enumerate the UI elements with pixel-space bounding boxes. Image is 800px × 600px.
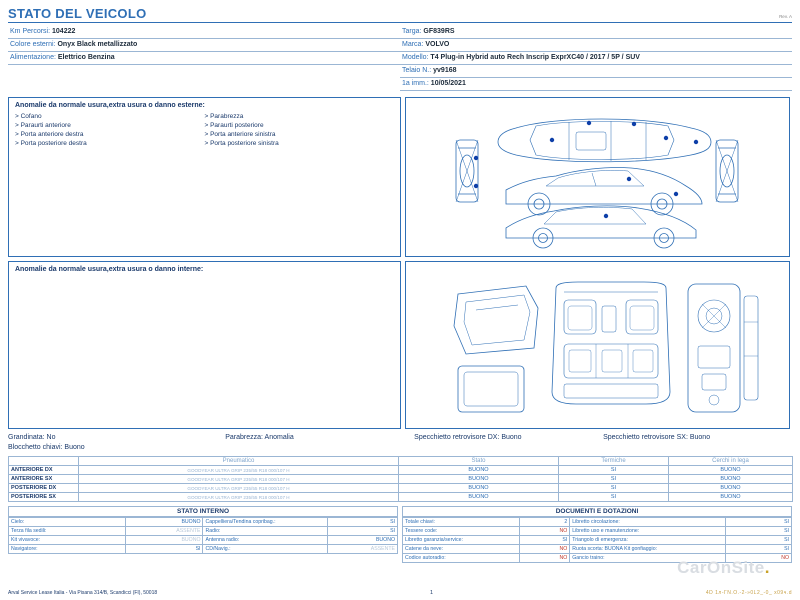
info-row-vin — [400, 65, 792, 78]
table-row — [9, 475, 793, 484]
table-row — [403, 554, 792, 563]
vehicle-info — [8, 26, 792, 91]
interior-section-title: STATO INTERNO — [8, 506, 398, 517]
document-key: Gancio traino: — [570, 554, 726, 563]
info-label: Marca: — [402, 41, 424, 48]
table-row — [403, 518, 792, 527]
document-value: SI — [725, 545, 791, 554]
tyre-thermal: SI — [559, 484, 669, 493]
external-damage-col-2 — [205, 112, 395, 148]
document-key: Triangolo di emergenza: — [570, 536, 726, 545]
footer-page-number: 1 — [429, 590, 434, 596]
interior-value: ASSENTE — [327, 545, 397, 554]
document-key: Ruota scorta: BUONA Kit gonfiaggio: — [570, 545, 726, 554]
document-key: Codice autoradio: — [403, 554, 520, 563]
tyre-model: GOODYEAR ULTRA GRIP 235/55 R18 000/107 H — [79, 484, 399, 493]
document-value: NO — [519, 527, 570, 536]
table-row — [9, 545, 398, 554]
info-label: Km Percorsi: — [10, 28, 51, 35]
external-damage-col-1 — [15, 112, 205, 148]
damage-item: > Porta posteriore destra — [15, 140, 87, 147]
notes-section — [8, 433, 792, 453]
note-windshield: Parabrezza: Anomalia — [225, 434, 294, 441]
damage-item: > Parabrezza — [204, 113, 244, 120]
interior-diagram-box — [405, 261, 790, 429]
damage-item: > Porta anteriore destra — [15, 131, 84, 138]
table-row — [9, 518, 398, 527]
info-label: Telaio N.: — [402, 67, 432, 74]
tyres-header-stato: Stato — [399, 457, 559, 466]
tyre-model: GOODYEAR ULTRA GRIP 235/55 R18 000/107 H — [79, 466, 399, 475]
damage-item: > Porta anteriore sinistra — [204, 131, 276, 138]
tyre-state: BUONO — [399, 466, 559, 475]
damage-item: > Porta posteriore sinistra — [204, 140, 279, 147]
interior-value: BUONO — [125, 536, 203, 545]
document-value: SI — [725, 518, 791, 527]
exterior-car-diagram — [406, 98, 789, 256]
info-row-brand — [400, 39, 792, 52]
info-value: yv9168 — [433, 67, 457, 74]
title-divider — [8, 22, 792, 23]
tyre-position: ANTERIORE DX — [9, 466, 79, 475]
interior-value: BUONO — [327, 536, 397, 545]
tyre-rim: BUONO — [669, 466, 793, 475]
damage-item: > Paraurti posteriore — [204, 122, 264, 129]
info-value: GF839RS — [423, 28, 455, 35]
tyres-table — [8, 456, 793, 502]
damage-item: > Cofano — [15, 113, 42, 120]
tyres-header-blank — [9, 457, 79, 466]
lower-sections — [8, 506, 792, 563]
tyre-model: GOODYEAR ULTRA GRIP 235/55 R18 000/107 H — [79, 475, 399, 484]
interior-key: Cappelliera/Tendina copribag.: — [203, 518, 327, 527]
interior-key: Terza fila sedili: — [9, 527, 126, 536]
table-row — [403, 536, 792, 545]
note-mirror-dx: Specchietto retrovisore DX: Buono — [414, 434, 522, 441]
note-hail: Grandinata: No — [8, 434, 56, 441]
tyre-state: BUONO — [399, 493, 559, 502]
info-row-first-registration — [400, 78, 792, 91]
interior-section — [8, 506, 398, 563]
document-key: Libretto garanzia/service: — [403, 536, 520, 545]
tyres-header-row — [9, 457, 793, 466]
tyre-rim: BUONO — [669, 493, 793, 502]
info-value: T4 Plug-in Hybrid auto Rech Inscrip ExprXC40 / 2017 / 5P / SUV — [430, 54, 640, 61]
document-key: Libretto circolazione: — [570, 518, 726, 527]
interior-value: BUONO — [125, 518, 203, 527]
note-key-block: Blocchetto chiavi: Buono — [8, 444, 85, 451]
tyre-thermal: SI — [559, 475, 669, 484]
vehicle-info-left — [8, 26, 400, 91]
document-key: Libretto uso e manutenzione: — [570, 527, 726, 536]
tyre-thermal: SI — [559, 466, 669, 475]
tyres-header-pneumatico: Pneumatico — [79, 457, 399, 466]
document-value: SI — [725, 527, 791, 536]
note-mirror-sx: Specchietto retrovisore SX: Buono — [603, 434, 711, 441]
info-row-color — [8, 39, 400, 52]
watermark-dot: . — [764, 558, 770, 577]
info-label: Alimentazione: — [10, 54, 56, 61]
tyre-position: POSTERIORE DX — [9, 484, 79, 493]
interior-key: Kit vivavoce: — [9, 536, 126, 545]
interior-table — [8, 517, 398, 554]
interior-value: ASSENTE — [125, 527, 203, 536]
table-row — [403, 545, 792, 554]
document-footer — [8, 590, 792, 596]
info-value: 104222 — [52, 28, 76, 35]
info-row-plate — [400, 26, 792, 39]
tyres-header-termiche: Termiche — [559, 457, 669, 466]
interior-value: SI — [327, 518, 397, 527]
info-label: 1a imm.: — [402, 80, 429, 87]
table-row — [9, 484, 793, 493]
table-row — [403, 527, 792, 536]
document-key: Catene da neve: — [403, 545, 520, 554]
internal-damage-title: Anomalie da normale usura,extra usura o danno interne: — [15, 266, 204, 273]
info-row-km — [8, 26, 400, 39]
documents-section — [402, 506, 792, 563]
tyre-model: GOODYEAR ULTRA GRIP 235/55 R18 000/107 H — [79, 493, 399, 502]
table-row — [9, 536, 398, 545]
document-value: SI — [725, 536, 791, 545]
info-label: Colore esterni: — [10, 41, 56, 48]
footer-company: Arval Service Lease Italia - Via Pisana 314/B, Scandicci (FI), 50018 — [8, 590, 158, 596]
revision-label: Rev. A — [779, 14, 792, 19]
interior-car-diagram — [406, 262, 789, 428]
interior-key: Cielo: — [9, 518, 126, 527]
info-value: Elettrico Benzina — [57, 54, 115, 61]
document-value: 2 — [519, 518, 570, 527]
footer-code: 4D 1л-ГN.O.-2-»0L2_-0_ х09ч.d — [705, 590, 792, 596]
table-row — [9, 527, 398, 536]
page-title: STATO DEL VEICOLO — [8, 6, 147, 21]
document-key: Totale chiavi: — [403, 518, 520, 527]
tyre-position: POSTERIORE SX — [9, 493, 79, 502]
tyre-state: BUONO — [399, 484, 559, 493]
document-header — [8, 6, 792, 21]
tyre-position: ANTERIORE SX — [9, 475, 79, 484]
document-value: SI — [519, 536, 570, 545]
interior-key: CD/Navig.: — [203, 545, 327, 554]
documents-section-title: DOCUMENTI E DOTAZIONI — [402, 506, 792, 517]
tyre-rim: BUONO — [669, 484, 793, 493]
interior-value: SI — [327, 527, 397, 536]
interior-value: SI — [125, 545, 203, 554]
info-label: Targa: — [402, 28, 422, 35]
interior-key: Antenna radio: — [203, 536, 327, 545]
interior-key: Radio: — [203, 527, 327, 536]
document-key: Tessere code: — [403, 527, 520, 536]
interior-key: Navigatore: — [9, 545, 126, 554]
internal-damage-section — [8, 261, 792, 429]
info-value: Onyx Black metallizzato — [57, 41, 138, 48]
tyre-thermal: SI — [559, 493, 669, 502]
internal-damage-box — [8, 261, 401, 429]
tyre-state: BUONO — [399, 475, 559, 484]
info-label: Modello: — [402, 54, 429, 61]
external-damage-title: Anomalie da normale usura,extra usura o danno esterne: — [15, 102, 205, 109]
exterior-diagram-box — [405, 97, 790, 257]
document-value: NO — [519, 554, 570, 563]
tyre-rim: BUONO — [669, 475, 793, 484]
external-damage-box — [8, 97, 401, 257]
info-row-model — [400, 52, 792, 65]
table-row — [9, 493, 793, 502]
document-value: NO — [725, 554, 791, 563]
info-value: 10/05/2021 — [430, 80, 466, 87]
tyres-header-cerchi: Cerchi in lega — [669, 457, 793, 466]
info-value: VOLVO — [425, 41, 450, 48]
watermark-text: CarOnSite — [677, 558, 765, 577]
external-damage-section — [8, 97, 792, 257]
table-row — [9, 466, 793, 475]
vehicle-info-right — [400, 26, 792, 91]
info-row-fuel — [8, 52, 400, 65]
documents-table — [402, 517, 792, 563]
damage-item: > Paraurti anteriore — [15, 122, 71, 129]
document-value: NO — [519, 545, 570, 554]
